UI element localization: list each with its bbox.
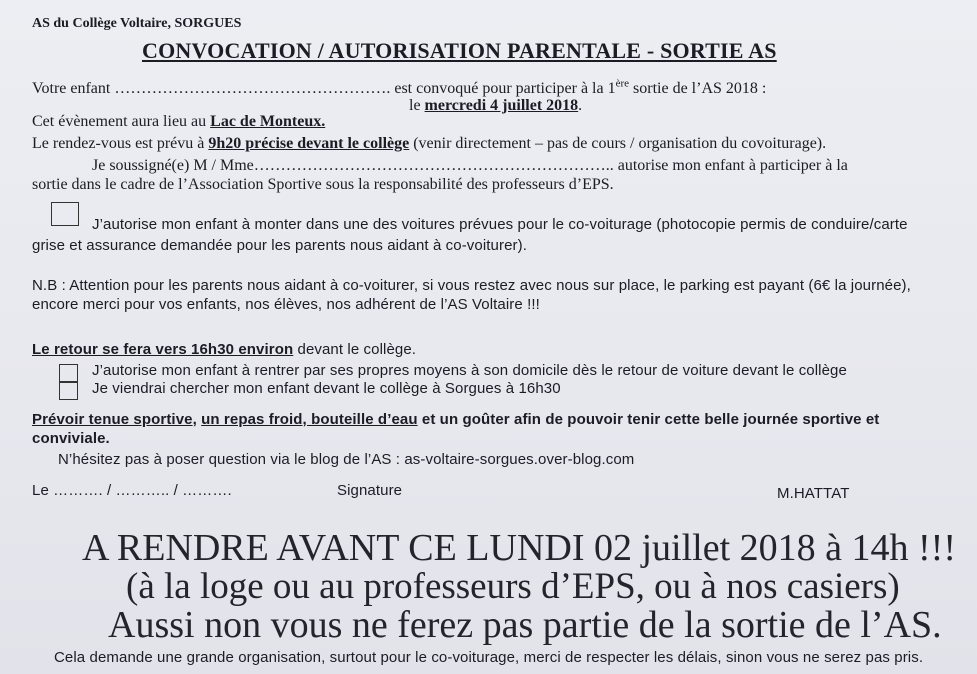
intro-line-1-text: Votre enfant ……………………………………………. est convoqué pour participer à la 1: [32, 80, 616, 97]
consent-line-2: sortie dans le cadre de l’Association Sportive sous la responsabilité des professeurs d’EPS.: [32, 176, 614, 193]
event-meeting-prefix: Le rendez-vous est prévu à: [32, 135, 209, 152]
deadline-line-1: A RENDRE AVANT CE LUNDI 02 juillet 2018 à 14h !!!: [82, 527, 956, 569]
document-title: CONVOCATION / AUTORISATION PARENTALE - SORTIE AS: [142, 38, 777, 63]
supplies-part-3: et un goûter afin de pouvoir tenir cette belle journée sportive et: [417, 411, 880, 428]
blog-line: N’hésitez pas à poser question via le blog de l’AS : as-voltaire-sorgues.over-blog.com: [58, 451, 635, 468]
event-meeting-suffix: (venir directement – pas de cours / organisation du covoiturage).: [409, 135, 827, 152]
return-heading-suffix: devant le collège.: [293, 341, 417, 358]
event-meeting: 9h20 précise devant le collège: [208, 135, 410, 152]
deadline-line-2: (à la loge ou au professeurs d’EPS, ou à nos casiers): [126, 566, 900, 607]
supplies-part-1: Prévoir tenue sportive: [32, 411, 193, 428]
carpool-checkbox[interactable]: [51, 202, 79, 226]
carpool-line-2: grise et assurance demandée pour les parents nous aidant à co-voiturer).: [32, 237, 527, 254]
intro-line-1-sup: ère: [615, 77, 630, 90]
supplies-separator: ,: [192, 411, 202, 428]
event-meeting-line: [32, 135, 826, 153]
return-option-1: J’autorise mon enfant à rentrer par ses propres moyens à son domicile dès le retour de voiture devant le collège: [92, 362, 847, 379]
signature-name: M.HATTAT: [777, 485, 850, 502]
intro-date-prefix: le: [409, 97, 425, 114]
intro-line-1-end: sortie de l’AS 2018 :: [629, 80, 767, 97]
intro-date-suffix: .: [578, 97, 583, 114]
intro-line-2: [409, 97, 582, 115]
supplies-line-2: conviviale.: [32, 430, 110, 447]
note-line-2: encore merci pour vos enfants, nos élèves, nos adhérent de l’AS Voltaire !!!: [32, 296, 540, 313]
return-option-1-checkbox[interactable]: [59, 364, 78, 382]
signature-label: Signature: [337, 482, 403, 499]
return-heading: Le retour se fera vers 16h30 environ: [32, 341, 294, 358]
deadline-line-3: Aussi non vous ne ferez pas partie de la sortie de l’AS.: [108, 604, 942, 646]
event-place-prefix: Cet évènement aura lieu au: [32, 113, 211, 130]
supplies-part-2: un repas froid, bouteille d’eau: [201, 411, 418, 428]
footnote: Cela demande une grande organisation, surtout pour le co-voiturage, merci de respecter les délais, sinon vous ne serez pas pris.: [54, 649, 924, 666]
school-name: AS du Collège Voltaire, SORGUES: [32, 16, 242, 31]
return-option-2-checkbox[interactable]: [59, 382, 78, 400]
consent-line-1: Je soussigné(e) M / Mme………………………………………………………….. autorise mon enfant à participer à la: [92, 157, 848, 174]
carpool-line-1: J’autorise mon enfant à monter dans une des voitures prévues pour le co-voiturage (photocopie permis de conduire/carte: [92, 216, 908, 233]
intro-line-1: [32, 77, 767, 98]
intro-date: mercredi 4 juillet 2018: [424, 97, 579, 114]
return-heading-line: [32, 341, 416, 358]
event-place-line: [32, 113, 325, 131]
note-line-1: N.B : Attention pour les parents nous aidant à co-voiturer, si vous restez avec nous sur place, le parking est payant (6€ la journée),: [32, 277, 911, 294]
supplies-line-1: [32, 411, 879, 428]
signature-date: Le ………. / ……….. / ……….: [32, 482, 232, 499]
event-place: Lac de Monteux.: [210, 113, 326, 130]
return-option-2: Je viendrai chercher mon enfant devant le collège à Sorgues à 16h30: [92, 380, 561, 397]
